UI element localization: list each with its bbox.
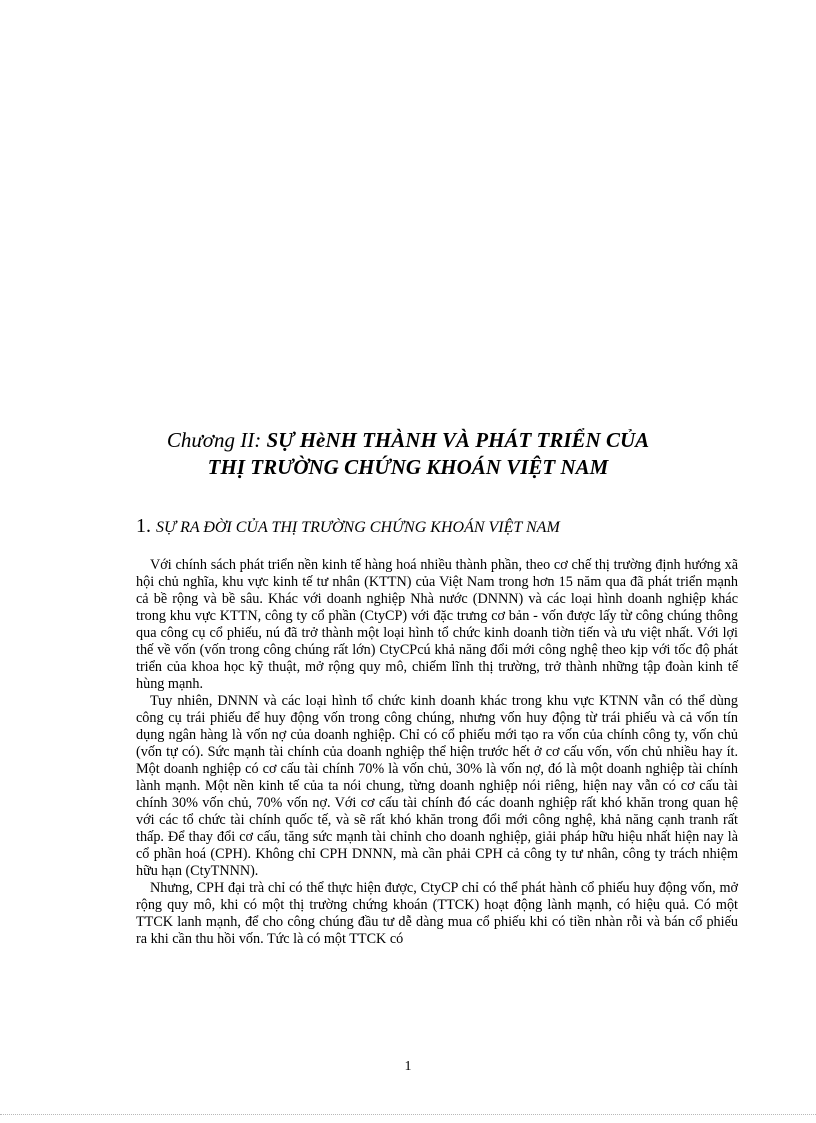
paragraph-1: Với chính sách phát triển nền kinh tế hàng hoá nhiều thành phần, theo cơ chế thị trường định hướng xã hội chủ nghĩa, khu vực kinh tế tư nhân (KTTN) của Việt Nam trong hơn 15 năm qua đã phát triển mạnh cả bề rộng và bề sâu. Khác với doanh nghiệp Nhà nước (DNNN) và các loại hình doanh nghiệp khác trong khu vực KTTN, công ty cổ phần (CtyCP) với đặc trưng cơ bản - vốn được lấy từ công chúng thông qua công cụ cổ phiếu, nú đã trở thành một loại hình tổ chức kinh doanh tiờn tiến và ưu việt nhất. Với lợi thế về vốn (vốn trong công chúng rất lớn) CtyCPcú khả năng đổi mới công nghệ theo kịp với tốc độ phát triển của khoa học kỹ thuật, mở rộng quy mô, chiếm lĩnh thị trường, trở thành những tập đoàn kinh tế hùng mạnh.	[136, 557, 738, 692]
section-number: 1.	[136, 515, 156, 537]
section-heading	[136, 514, 736, 540]
chapter-prefix: Chương II:	[166, 428, 267, 452]
chapter-title-line-2: THỊ TRƯỜNG CHỨNG KHOÁN VIỆT NAM	[207, 455, 609, 479]
section-title: SỰ RA ĐỜI CỦA THỊ TRƯỜNG CHỨNG KHOÁN VIỆT NAM	[156, 519, 560, 536]
chapter-title-line-1: SỰ HèNH THÀNH VÀ PHÁT TRIỂN CỦA	[266, 428, 650, 452]
page-number: 1	[404, 1059, 412, 1074]
paragraph-3: Nhưng, CPH đại trà chỉ có thể thực hiện được, CtyCP chỉ có thể phát hành cổ phiếu huy động vốn, mở rộng quy mô, khi có một thị trường chứng khoán (TTCK) hoạt động lành mạnh, có hiệu quả. Có một TTCK lanh mạnh, để cho công chúng đầu tư dễ dàng mua cổ phiếu khi có tiền nhàn rỗi và bán cổ phiếu ra khi cần thu hồi vốn. Tức là có một TTCK có	[136, 880, 738, 947]
paragraph-2: Tuy nhiên, DNNN và các loại hình tổ chức kinh doanh khác trong khu vực KTNN vẫn có thể dùng công cụ trái phiếu để huy động vốn trong công chúng, nhưng vốn huy động từ trái phiếu và cả vốn tín dụng ngân hàng là vốn nợ của doanh nghiệp. Chỉ có cổ phiếu mới tạo ra vốn của chính công ty, vốn chủ (vốn tự có). Sức mạnh tài chính của doanh nghiệp thể hiện trước hết ở cơ cấu vốn, vốn chủ nhiều hay ít. Một doanh nghiệp có cơ cấu tài chính 70% là vốn chủ, 30% là vốn nợ, đó là một doanh nghiệp tài chính lành mạnh. Một nền kinh tế của ta nói chung, từng doanh nghiệp nói riêng, hiện nay vẫn có cơ cấu tài chính 30% vốn chủ, 70% vốn nợ. Với cơ cấu tài chính đó các doanh nghiệp rất khó khăn trong quan hệ với các tổ chức tài chính quốc tế, và sẽ rất khó khăn trong đổi mới công nghệ, khả năng cạnh tranh rất thấp. Để thay đổi cơ cấu, tăng sức mạnh tài chỉnh cho doanh nghiệp, giải pháp hữu hiệu nhất hiện nay là cổ phần hoá (CPH). Không chỉ CPH DNNN, mà cần phải CPH cả công ty tư nhân, công ty trách nhiệm hữu hạn (CtyTNNN).	[136, 693, 738, 879]
body-text	[136, 557, 738, 948]
chapter-title	[120, 427, 696, 481]
page-bottom-rule	[0, 1114, 816, 1115]
